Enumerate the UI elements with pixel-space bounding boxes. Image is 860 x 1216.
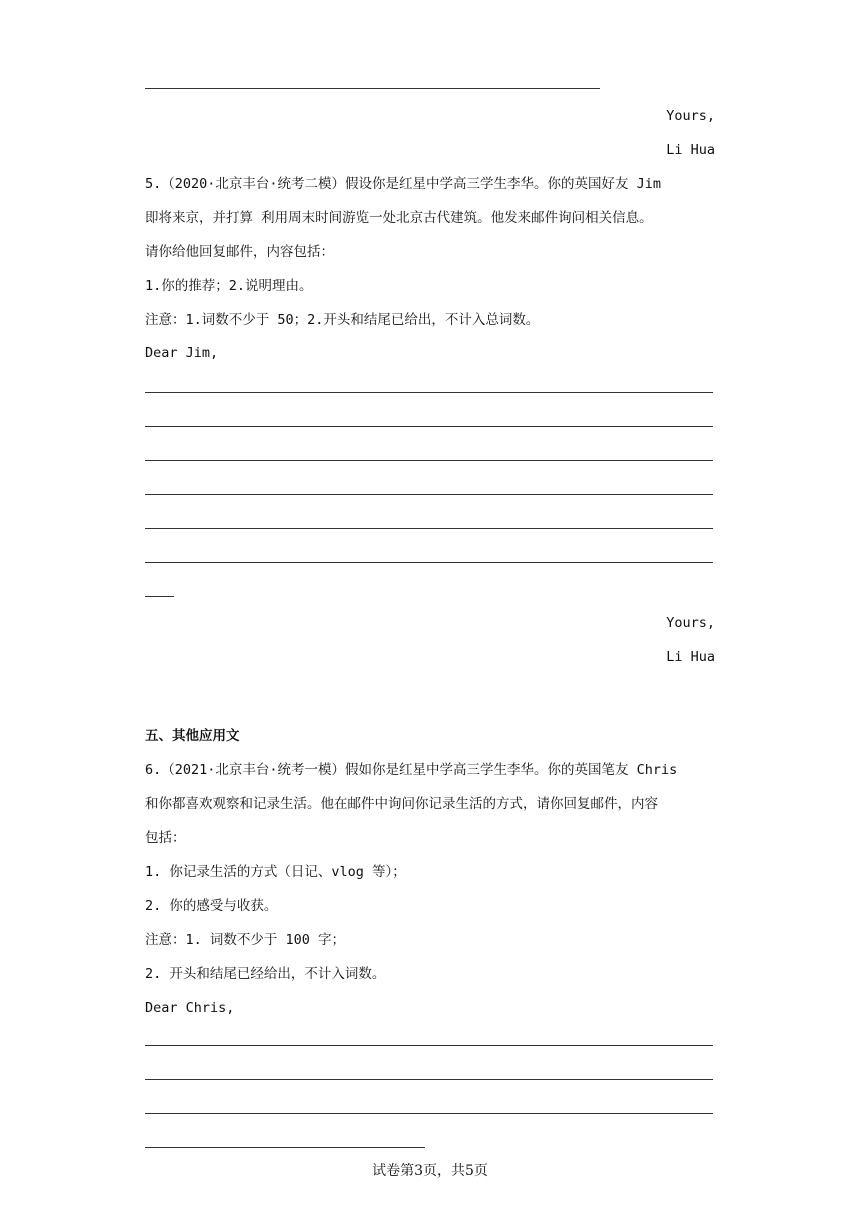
answer-line[interactable] [145, 88, 600, 89]
question-5-greeting: Dear Jim, [145, 345, 219, 361]
question-5-text-line-3: 请你给他回复邮件，内容包括： [145, 244, 334, 260]
question-6-requirement-2: 2. 你的感受与收获。 [145, 898, 278, 914]
question-6-text-line-3: 包括： [145, 830, 186, 846]
question-6-note-1: 注意：1. 词数不少于 100 字； [145, 932, 346, 948]
question-5-signature: Li Hua [666, 649, 715, 665]
question-5-text-line-1: 5.（2020·北京丰台·统考二模）假设你是红星中学高三学生李华。你的英国好友 Jim [145, 176, 662, 192]
question-6-text-line-1: 6.（2021·北京丰台·统考一模）假如你是红星中学高三学生李华。你的英国笔友 Chris [145, 762, 678, 778]
question-5-closing: Yours, [666, 615, 715, 631]
question-5-requirement: 1.你的推荐；2.说明理由。 [145, 278, 313, 294]
letter-signature: Li Hua [666, 142, 715, 158]
page-number: 试卷第3页，共5页 [372, 1163, 488, 1179]
answer-line[interactable] [145, 460, 713, 461]
answer-line[interactable] [145, 596, 174, 597]
answer-line[interactable] [145, 1147, 425, 1148]
question-5-text-line-2: 即将来京，并打算 利用周末时间游览一处北京古代建筑。他发来邮件询问相关信息。 [145, 210, 653, 226]
answer-line[interactable] [145, 528, 713, 529]
answer-line[interactable] [145, 1045, 713, 1046]
answer-line[interactable] [145, 562, 713, 563]
section-heading: 五、其他应用文 [145, 728, 240, 744]
letter-closing: Yours, [666, 108, 715, 124]
answer-line[interactable] [145, 426, 713, 427]
answer-line[interactable] [145, 392, 713, 393]
question-6-requirement-1: 1. 你记录生活的方式（日记、vlog 等）； [145, 864, 406, 880]
answer-line[interactable] [145, 494, 713, 495]
question-6-greeting: Dear Chris, [145, 1000, 235, 1016]
question-6-text-line-2: 和你都喜欢观察和记录生活。他在邮件中询问你记录生活的方式，请你回复邮件，内容 [145, 796, 658, 812]
answer-line[interactable] [145, 1113, 713, 1114]
question-5-note: 注意：1.词数不少于 50；2.开头和结尾已给出，不计入总词数。 [145, 312, 540, 328]
answer-line[interactable] [145, 1079, 713, 1080]
question-6-note-2: 2. 开头和结尾已经给出，不计入词数。 [145, 966, 386, 982]
